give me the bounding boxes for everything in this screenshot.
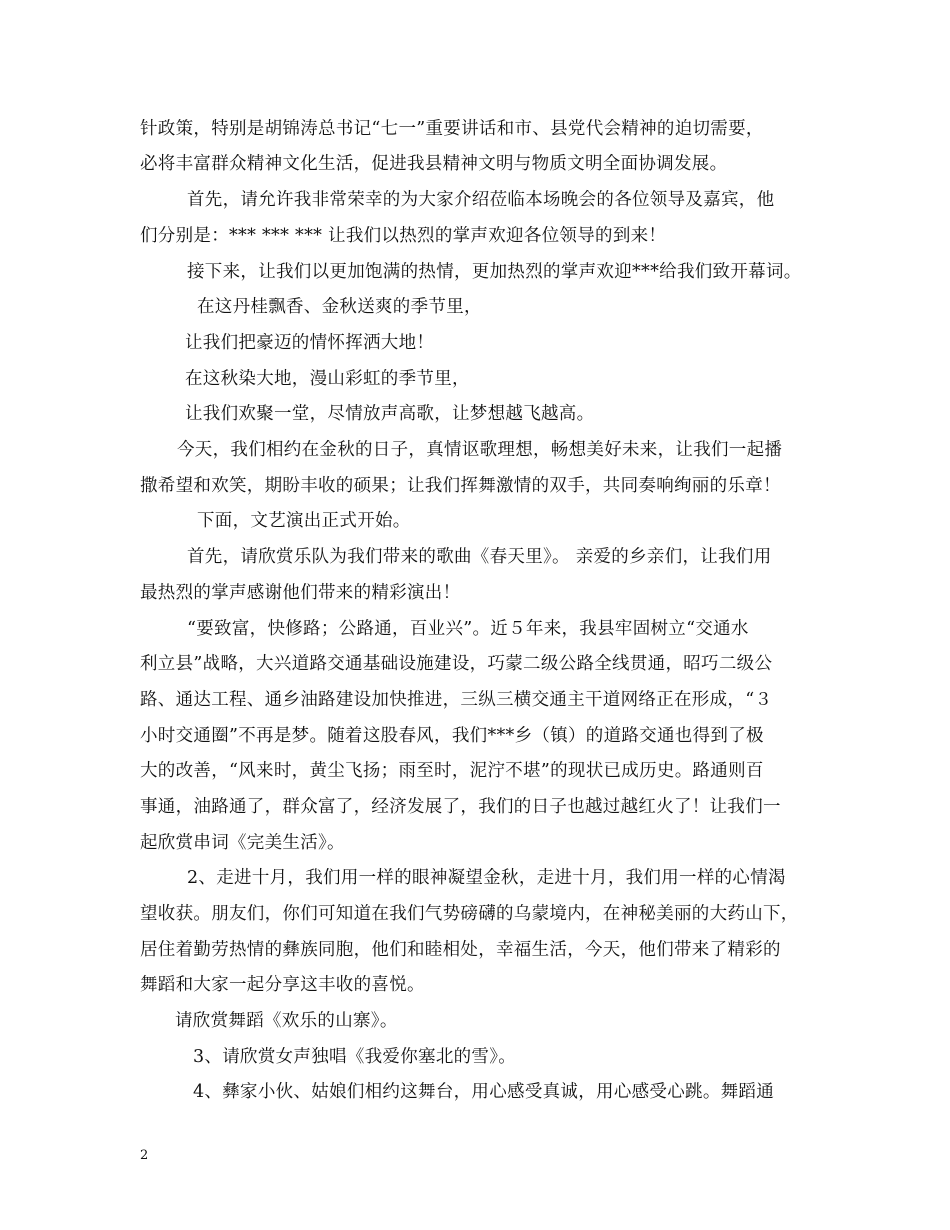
text-line: 2、走进十月，我们用一样的眼神凝望金秋，走进十月，我们用一样的心情渴 (187, 868, 786, 888)
text-line: 必将丰富群众精神文化生活，促进我县精神文明与物质文明全面协调发展。 (140, 154, 728, 174)
text-line: 望收获。朋友们，你们可知道在我们气势磅礴的乌蒙境内，在神秘美丽的大药山下， (140, 904, 799, 924)
text-line: 利立县”战略，大兴道路交通基础设施建设，巧蒙二级公路全线贯通，昭巧二级公 (140, 654, 773, 674)
page-number: 2 (140, 1148, 149, 1163)
text-line: 请欣赏舞蹈《欢乐的山寨》。 (175, 1011, 398, 1031)
text-line: 路、通达工程、通乡油路建设加快推进，三纵三横交通主干道网络正在形成，“３ (140, 690, 773, 710)
text-line: “要致富，快修路；公路通，百业兴”。近５年来，我县牢固树立“交通水 (187, 619, 749, 639)
text-line: 舞蹈和大家一起分享这丰收的喜悦。 (140, 975, 425, 995)
text-line: 今天，我们相约在金秋的日子，真情讴歌理想，畅想美好未来，让我们一起播 (177, 440, 783, 460)
text-line: 起欣赏串词《完美生活》。 (140, 833, 345, 853)
text-line: 在这丹桂飘香、金秋送爽的季节里， (197, 297, 482, 317)
text-line: 下面，文艺演出正式开始。 (197, 511, 411, 531)
text-line: 撒希望和欢笑，期盼丰收的硕果；让我们挥舞激情的双手，共同奏响绚丽的乐章！ (140, 476, 781, 496)
text-line: 居住着勤劳热情的彝族同胞，他们和睦相处，幸福生活，今天，他们带来了精彩的 (140, 940, 781, 960)
text-line: 4、彝家小伙、姑娘们相约这舞台，用心感受真诚，用心感受心跳。舞蹈通 (193, 1082, 775, 1102)
text-line: 针政策，特别是胡锦涛总书记“七一”重要讲话和市、县党代会精神的迫切需要， (140, 119, 764, 139)
text-line: 们分别是：*** *** *** 让我们以热烈的掌声欢迎各位领导的到来！ (140, 226, 667, 246)
text-line: 首先，请允许我非常荣幸的为大家介绍莅临本场晚会的各位领导及嘉宾，他 (187, 190, 775, 210)
text-line: 最热烈的掌声感谢他们带来的精彩演出！ (140, 583, 461, 603)
text-line: 接下来，让我们以更加饱满的热情，更加热烈的掌声欢迎***给我们致开幕词。 (187, 262, 802, 282)
text-line: 让我们把豪迈的情怀挥洒大地！ (185, 333, 435, 353)
text-line: 大的改善，“风来时，黄尘飞扬；雨至时，泥泞不堪”的现状已成历史。路通则百 (140, 761, 764, 781)
text-line: 事通，油路通了，群众富了，经济发展了，我们的日子也越过越红火了！让我们一 (140, 797, 781, 817)
text-line: 首先，请欣赏乐队为我们带来的歌曲《春天里》。 亲爱的乡亲们，让我们用 (187, 547, 772, 567)
text-line: 在这秋染大地，漫山彩虹的季节里， (185, 369, 470, 389)
text-line: 让我们欢聚一堂，尽情放声高歌，让梦想越飞越高。 (185, 404, 595, 424)
text-line: 3、请欣赏女声独唱《我爱你塞北的雪》。 (193, 1047, 517, 1067)
text-line: 小时交通圈”不再是梦。随着这股春风，我们***乡（镇）的道路交通也得到了极 (140, 726, 764, 746)
